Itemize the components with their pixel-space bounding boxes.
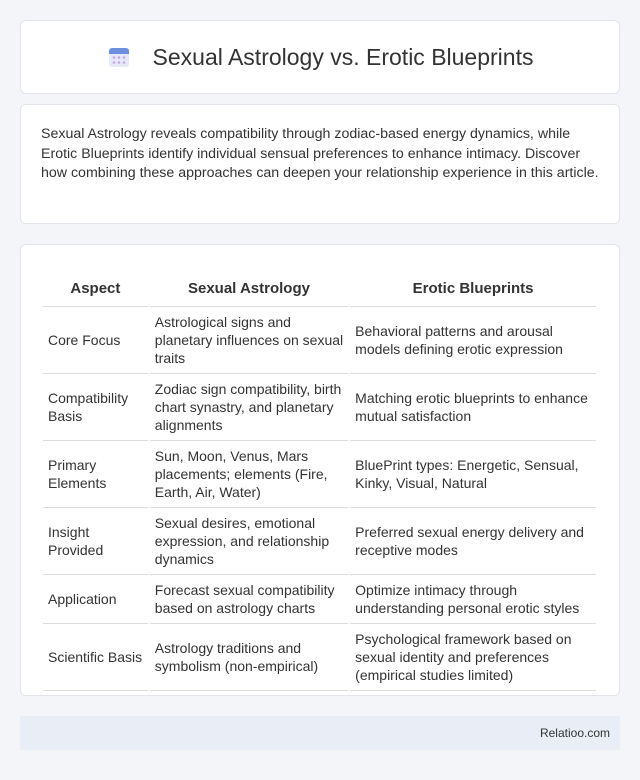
cell-astrology: Sun, Moon, Venus, Mars placements; elements (Fire, Earth, Air, Water) bbox=[150, 441, 348, 508]
cell-aspect: Primary Elements bbox=[43, 441, 148, 508]
cell-aspect: Application bbox=[43, 575, 148, 624]
table-row bbox=[43, 374, 596, 441]
comparison-table bbox=[41, 265, 598, 691]
column-header-erotic-blueprints: Erotic Blueprints bbox=[350, 265, 596, 307]
title-card bbox=[20, 20, 620, 94]
comparison-card bbox=[20, 244, 620, 696]
footer bbox=[20, 716, 620, 750]
table-row bbox=[43, 307, 596, 374]
intro-card bbox=[20, 104, 620, 224]
cell-blueprints: Optimize intimacy through understanding personal erotic styles bbox=[350, 575, 596, 624]
cell-astrology: Astrology traditions and symbolism (non-empirical) bbox=[150, 624, 348, 691]
cell-blueprints: Psychological framework based on sexual identity and preferences (empirical studies limited) bbox=[350, 624, 596, 691]
column-header-aspect: Aspect bbox=[43, 265, 148, 307]
cell-blueprints: Behavioral patterns and arousal models defining erotic expression bbox=[350, 307, 596, 374]
column-header-sexual-astrology: Sexual Astrology bbox=[150, 265, 348, 307]
cell-blueprints: BluePrint types: Energetic, Sensual, Kinky, Visual, Natural bbox=[350, 441, 596, 508]
table-row bbox=[43, 624, 596, 691]
cell-aspect: Insight Provided bbox=[43, 508, 148, 575]
cell-aspect: Compatibility Basis bbox=[43, 374, 148, 441]
cell-astrology: Forecast sexual compatibility based on astrology charts bbox=[150, 575, 348, 624]
table-row bbox=[43, 575, 596, 624]
table-row bbox=[43, 508, 596, 575]
cell-astrology: Astrological signs and planetary influences on sexual traits bbox=[150, 307, 348, 374]
intro-paragraph: Sexual Astrology reveals compatibility through zodiac-based energy dynamics, while Erotic Blueprints identify individual sensual preferences to enhance intimacy. Discover how combining these approaches can deepen your relationship experience in this article. bbox=[41, 126, 599, 181]
table-row bbox=[43, 441, 596, 508]
calendar-icon bbox=[107, 45, 131, 69]
cell-astrology: Zodiac sign compatibility, birth chart synastry, and planetary alignments bbox=[150, 374, 348, 441]
table-header-row bbox=[43, 265, 596, 307]
cell-aspect: Scientific Basis bbox=[43, 624, 148, 691]
cell-aspect: Core Focus bbox=[43, 307, 148, 374]
cell-blueprints: Matching erotic blueprints to enhance mutual satisfaction bbox=[350, 374, 596, 441]
page-title: Sexual Astrology vs. Erotic Blueprints bbox=[152, 43, 534, 70]
cell-astrology: Sexual desires, emotional expression, and relationship dynamics bbox=[150, 508, 348, 575]
footer-brand: Relatioo.com bbox=[539, 726, 610, 740]
cell-blueprints: Preferred sexual energy delivery and receptive modes bbox=[350, 508, 596, 575]
